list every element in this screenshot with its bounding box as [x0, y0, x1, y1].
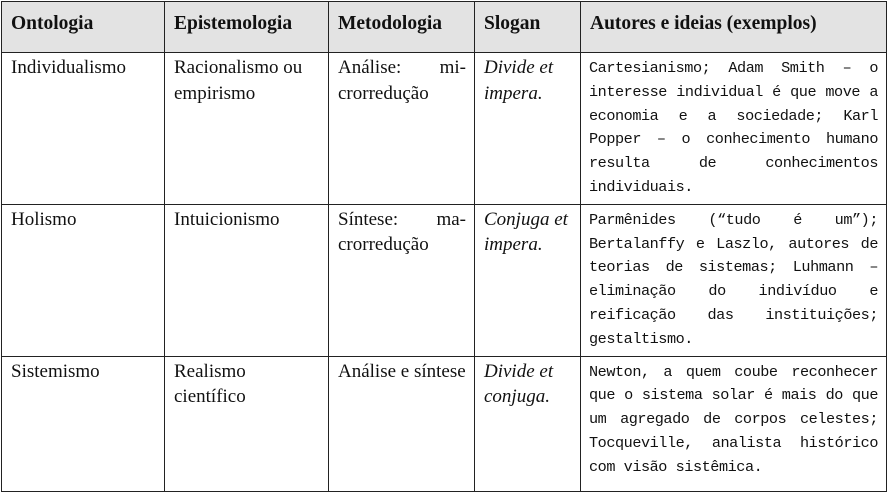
cell-autores: Parmênides (“tudo é um”); Bertalanffy e Laszlo, autores de teorias de sistemas; Luhmann – eliminação do indivíduo e reificação das instituições; gestaltismo. [581, 204, 887, 356]
cell-autores: Cartesianismo; Adam Smith – o interesse individual é que move a economia e a sociedade; Karl Popper – o conhecimento humano resulta de conhecimentos individuais. [581, 53, 887, 205]
header-metodologia: Metodologia [329, 2, 475, 53]
cell-slogan: Divide et impera. [475, 53, 581, 205]
ontology-comparison-table [1, 1, 887, 492]
cell-ontologia: Individualismo [2, 53, 165, 205]
header-row [2, 2, 887, 53]
header-ontologia: Ontologia [2, 2, 165, 53]
cell-epistemologia: Intuicionismo [165, 204, 329, 356]
table-row [2, 356, 887, 491]
cell-autores: Newton, a quem coube reconhecer que o sistema solar é mais do que um agregado de corpos celestes; Tocqueville, analista histórico com visão sistêmica. [581, 356, 887, 491]
cell-ontologia: Holismo [2, 204, 165, 356]
cell-metodologia: Análise e síntese [329, 356, 475, 491]
table-row [2, 53, 887, 205]
cell-slogan: Divide et conjuga. [475, 356, 581, 491]
table-row [2, 204, 887, 356]
header-epistemologia: Epistemologia [165, 2, 329, 53]
cell-metodologia: Análise: microrredução [329, 53, 475, 205]
cell-epistemologia: Racionalismo ou empirismo [165, 53, 329, 205]
cell-ontologia: Sistemismo [2, 356, 165, 491]
header-slogan: Slogan [475, 2, 581, 53]
cell-metodologia: Síntese: macrorredução [329, 204, 475, 356]
cell-epistemologia: Realismo científico [165, 356, 329, 491]
header-autores: Autores e ideias (exemplos) [581, 2, 887, 53]
cell-slogan: Conjuga et impera. [475, 204, 581, 356]
